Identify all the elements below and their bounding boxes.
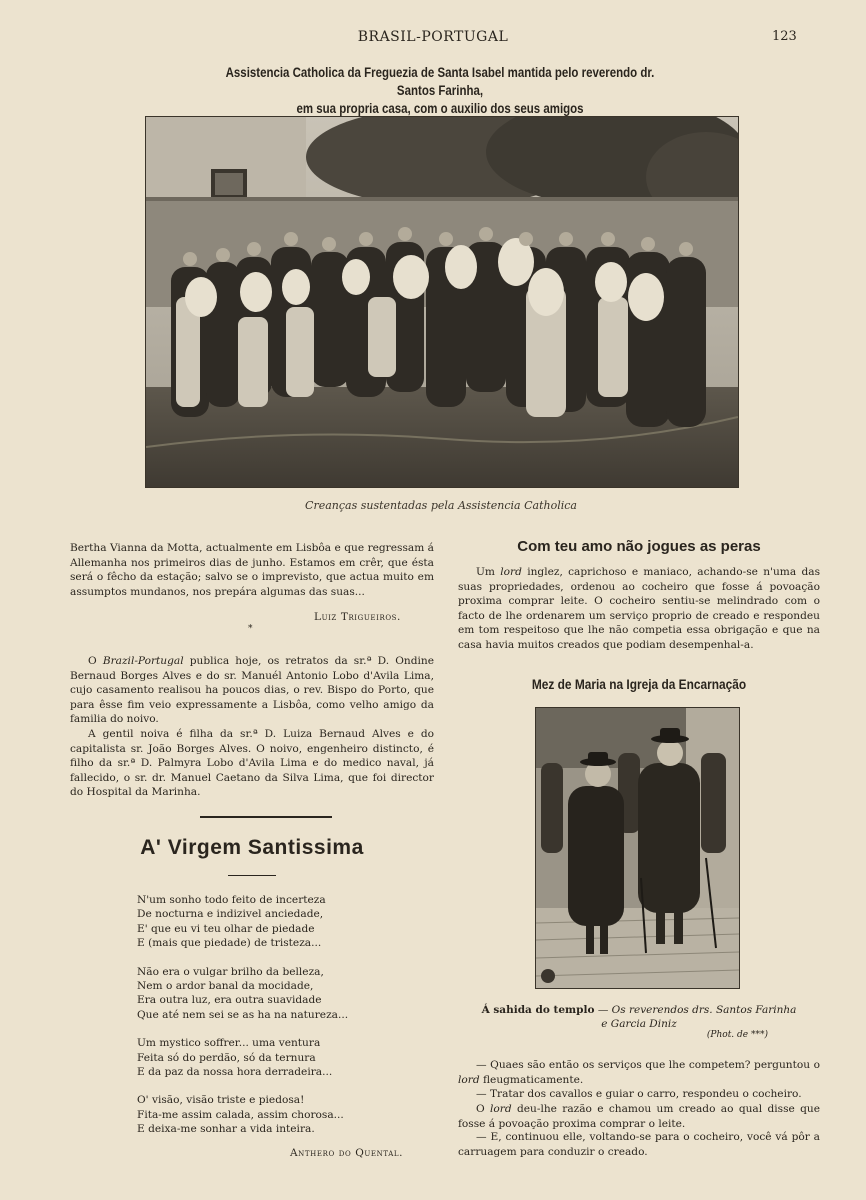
main-photo-caption: Creanças sustentadas pela Assistencia Catholica [305, 499, 577, 512]
poem-body [137, 893, 427, 1151]
poem-line: Feita só do perdão, só da ternura [137, 1051, 316, 1064]
main-photo [145, 116, 739, 488]
lord-word: lord [490, 1103, 512, 1115]
poem-line: De nocturna e indizivel anciedade, [137, 908, 324, 921]
dialogue-2: — Tratar dos cavallos e guiar o carro, respondeu o cocheiro. [476, 1088, 802, 1100]
poem-line: Fita-me assim calada, assim chorosa... [137, 1108, 344, 1121]
caption-bold: Á sahida do templo [481, 1004, 595, 1016]
poem-line: O' visão, visão triste e piedosa! [137, 1094, 305, 1107]
page-number: 123 [772, 29, 797, 44]
anecdote-p1-pre: Um [476, 566, 501, 578]
dialogue-3 [458, 1102, 820, 1131]
intro-paragraph: Bertha Vianna da Motta, actualmente em Lisbôa e que regressam á Allemanha nos primeiros dias de junho. Estamos em crêr, que ésta será o fêcho da estação; salvo se o imprevisto, que actua muito em assumptos mundanos, nos prepára algumas das suas... [70, 542, 434, 598]
journal-name: Brazil-Portugal [102, 655, 184, 667]
poem-line: Nem o ardor banal da mocidade, [137, 980, 314, 993]
headline-line-2: em sua propria casa, com o auxilio dos seus amigos [296, 100, 584, 116]
photo-credit: (Phot. de ***) [706, 1030, 768, 1040]
caption-italic-2: e Garcia Diniz [601, 1018, 677, 1030]
poem-stanza [137, 893, 427, 951]
lord-word: lord [458, 1073, 480, 1086]
church-photo [535, 707, 740, 989]
wedding-paragraph-1 [70, 654, 434, 727]
mez-title: Mez de Maria na Igreja da Encarnação [531, 676, 747, 692]
church-photo-image [536, 708, 739, 988]
poem-author: Anthero do Quental. [290, 1147, 404, 1159]
poem-stanza [137, 1093, 427, 1136]
dialogue-3-post: deu-lhe razão e chamou um creado ao qual disse que fosse á povoação proxima comprar o leite. [458, 1103, 820, 1130]
headline-line-1: Assistencia Catholica da Freguezia de Santa Isabel mantida pelo reverendo dr. Santos Farinha, [225, 64, 655, 98]
headline [210, 63, 669, 117]
poem-line: Um mystico soffrer... uma ventura [137, 1037, 321, 1050]
church-photo-caption [458, 1003, 820, 1031]
poem-line: E' que eu vi teu olhar de piedade [137, 922, 315, 935]
caption-italic-1: — Os reverendos drs. Santos Farinha [594, 1004, 797, 1016]
poem-stanza [137, 1036, 427, 1079]
intro-signature: Luiz Trigueiros. [314, 611, 401, 623]
poem-line: Era outra luz, era outra suavidade [137, 994, 322, 1007]
poem-line: N'um sonho todo feito de incerteza [137, 894, 326, 906]
dialogue-4: — E, continuou elle, voltando-se para o cocheiro, você vá pôr a carruagem para conduzir o creado. [458, 1131, 820, 1158]
dialogue-1 [458, 1058, 820, 1087]
poem-line: E deixa-me sonhar a vida inteira. [137, 1123, 315, 1136]
main-photo-image [146, 117, 738, 487]
church-caption-line-1 [458, 1003, 820, 1017]
anecdote-paragraph [458, 565, 820, 653]
poem-stanza [137, 965, 427, 1023]
separator-star: * [248, 624, 253, 634]
poem-rule-top [200, 816, 332, 818]
poem-rule-short [228, 875, 276, 876]
anecdote-title: Com teu amo não jogues as peras [517, 538, 761, 555]
dialogue-1-pre: — Quaes são então os serviços que lhe competem? perguntou o [476, 1059, 820, 1071]
running-title: BRASIL-PORTUGAL [357, 29, 509, 45]
wedding-p1-post: publica hoje, os retratos da sr.ª D. Ondine Bernaud Borges Alves e do sr. Manuél Antonio Lobo d'Avila Lima, cujo casamento realisou ha poucos dias, o rev. Bispo do Porto, que para êsse fim veio expressamente a Lisbôa, como velho amigo da familia do noivo. [70, 655, 434, 726]
poem-line: E da paz da nossa hora derradeira... [137, 1066, 333, 1079]
anecdote-p1-post: inglez, caprichoso e maniaco, achando-se n'uma das suas propriedades, ordenou ao cocheiro que fosse á povoação proxima comprar leite. O cocheiro sentiu-se melindrado com o facto de lhe ordenarem um serviço proprio de creado e respondeu em tom respeitoso que lhe não competia essa obrigação e que na casa havia muitos creados que podiam desempenhal-a. [458, 566, 821, 651]
lord-word: lord [500, 566, 522, 578]
poem-line: Que até nem sei se as ha na natureza... [137, 1008, 349, 1021]
dialogue-3-pre: O [476, 1103, 491, 1115]
poem-line: Não era o vulgar brilho da belleza, [137, 965, 324, 978]
wedding-p1-pre: O [88, 655, 103, 667]
poem-title: A' Virgem Santissima [140, 836, 364, 859]
dialogue-1-post: fleugmaticamente. [479, 1073, 584, 1086]
wedding-paragraph-2: A gentil noiva é filha da sr.ª D. Luiza Bernaud Alves e do capitalista sr. João Borges Alves. O noivo, engenheiro distincto, é filho da sr.ª D. Palmyra Lobo d'Avila Lima e do medico naval, já fallecido, o sr. dr. Manuel Caetano da Silva Lima, que foi director do Hospital da Marinha. [70, 728, 434, 799]
church-caption-line-2 [458, 1017, 820, 1031]
poem-line: E (mais que piedade) de tristeza... [137, 937, 322, 950]
